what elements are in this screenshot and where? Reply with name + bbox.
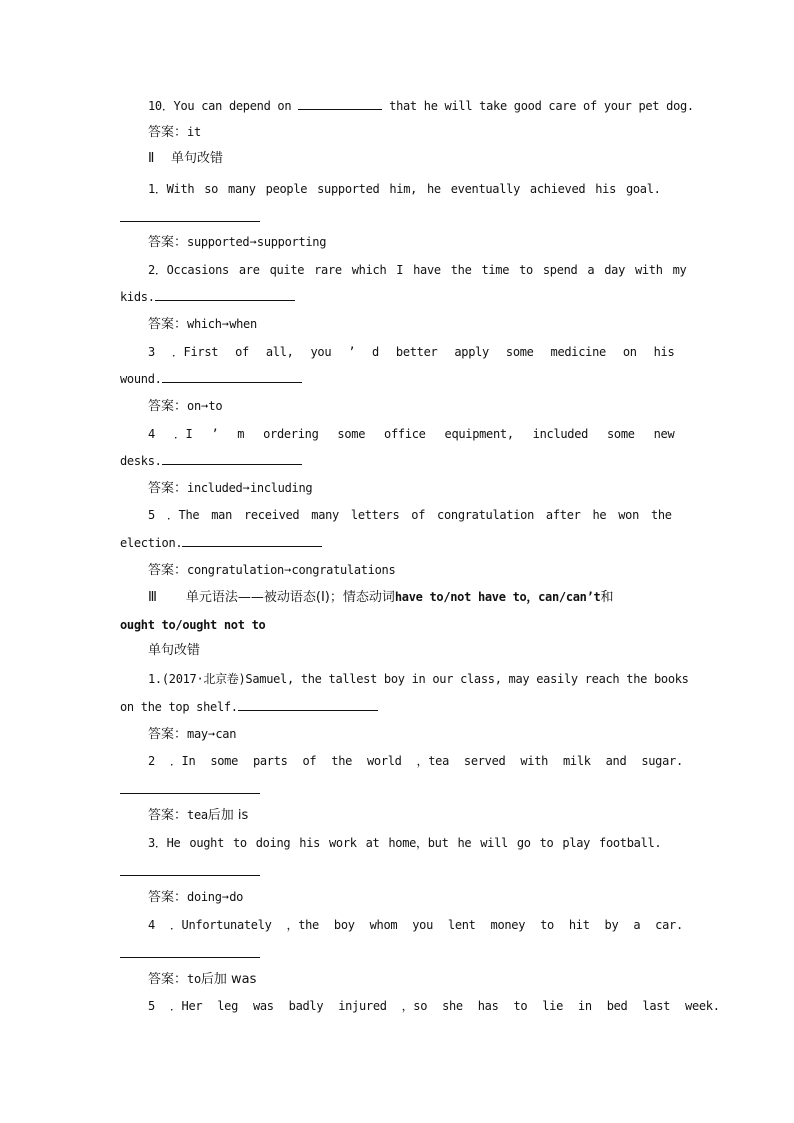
s3-item-1-blank [238,699,378,711]
s3-item-2-answer [148,807,248,824]
answer-a: may [187,727,208,741]
q10-blank [298,98,382,110]
arrow-icon: ➞ [207,730,216,740]
s2-item-5-cont [120,535,322,551]
answer-label: 答案： [148,317,188,332]
answer-wrong: congratulation [187,563,284,577]
arrow-icon: ➞ [249,238,257,248]
s2-item-4-blank [162,453,302,465]
answer-a: to [187,972,201,986]
s2-item-1-answer [148,234,326,252]
s2-item-1: 1．With so many people supported him, he eventually achieved his goal. [148,182,661,196]
s2-item-4-cont [120,453,302,469]
cont-text: wound. [120,372,162,386]
answer-wrong: included [187,481,243,495]
answer-b: can [215,727,237,741]
arrow-icon: ➞ [283,566,292,576]
section-3-title-bold-1: have to/not have to，can/can’t [394,590,601,604]
q10-line [148,98,694,114]
answer-b: 后加 is [207,808,249,823]
section-3-numeral: Ⅲ [148,590,157,605]
s3-item-4-answer [148,971,256,988]
answer-label: 答案： [148,399,188,414]
s3-item-5: 5 ．Her leg was badly injured ，so she has to lie in bed last week. [148,999,720,1013]
s3-item-2: 2 ．In some parts of the world ，tea served with milk and sugar. [148,754,683,768]
answer-label: 答案： [148,890,188,905]
s2-item-2-blank [155,289,295,301]
answer-wrong: on [187,399,201,413]
s3-item-1-answer [148,726,236,744]
q10-text-before: 10．You can depend on [148,99,292,113]
answer-right: when [229,317,257,331]
s2-item-3-cont [120,371,302,387]
answer-wrong: which [187,317,222,331]
s2-item-5-blank [182,535,322,547]
s3-item-3: 3．He ought to doing his work at home，but he will go to play football. [148,836,662,850]
answer-label: 答案： [148,972,188,987]
arrow-icon: ➞ [221,320,230,330]
q10-text-after: that he will take good care of your pet dog. [389,99,694,113]
answer-a: tea [187,808,208,822]
s3-item-1-cont [120,699,378,715]
answer-label: 答案： [148,727,188,742]
answer-right: congratulations [291,563,396,577]
answer-wrong: supported [187,235,250,249]
s3-item-3-answer [148,889,243,907]
answer-b: 后加 was [200,972,257,987]
answer-right: to [208,399,223,413]
cont-text: election. [120,536,183,550]
section-3-title: 单元语法——被动语态(Ⅰ)；情态动词 [185,590,395,605]
section-3-subheading: 单句改错 [148,643,201,658]
section-3-title-and: 和 [600,590,614,605]
s2-item-4-answer [148,480,312,498]
arrow-icon: ➞ [221,893,230,903]
section-2-heading [148,151,223,167]
cont-text: desks. [120,454,162,468]
s2-item-4: 4 ．I ’ m ordering some office equipment, included some new [148,427,675,441]
answer-label: 答案： [148,481,188,496]
section-3-heading-cont: ought to/ought not to [120,618,266,632]
s2-item-3-answer [148,398,222,416]
q10-answer [148,124,201,141]
section-2-numeral: Ⅱ [148,151,155,166]
section-2-title: 单句改错 [170,151,223,166]
s3-item-4-blank [120,957,260,958]
arrow-icon: ➞ [242,484,250,494]
answer-right: including [249,481,313,495]
s2-item-3: 3 ．First of all, you ’ d better apply some medicine on his [148,345,675,359]
s3-item-4: 4 ．Unfortunately ，the boy whom you lent money to hit by a car. [148,918,683,932]
cont-text: kids. [120,290,155,304]
answer-label: 答案： [148,563,188,578]
s2-item-2-cont [120,289,295,305]
s2-item-5: 5 ．The man received many letters of congratulation after he won the [148,508,672,522]
s2-item-2: 2．Occasions are quite rare which I have the time to spend a day with my [148,263,687,277]
s3-item-2-blank [120,793,260,794]
s2-item-2-answer [148,316,257,334]
arrow-icon: ➞ [200,402,209,412]
s2-item-3-blank [162,371,302,383]
section-3-heading [148,589,613,606]
s3-item-3-blank [120,875,260,876]
answer-b: do [229,890,244,904]
answer-label: 答案： [148,125,188,140]
answer-label: 答案： [148,235,188,250]
s2-item-5-answer [148,562,395,580]
answer-a: doing [187,890,222,904]
answer-right: supporting [256,235,327,249]
answer-value: it [187,125,201,139]
answer-label: 答案： [148,808,188,823]
s2-item-1-blank [120,221,260,222]
s3-item-1: 1.(2017·北京卷)Samuel, the tallest boy in our class, may easily reach the books [148,672,689,686]
cont-text: on the top shelf. [120,700,238,714]
